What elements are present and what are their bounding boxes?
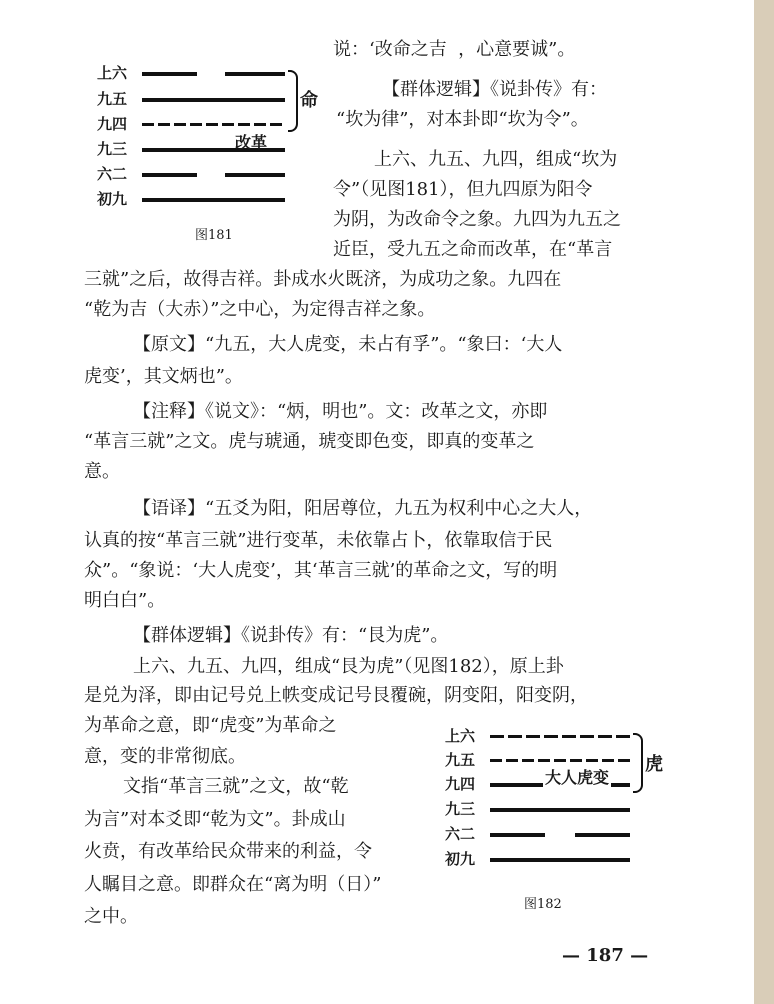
text-line: 三就”之后，故得吉祥。卦成水火既济，为成功之象。九四在	[84, 269, 562, 290]
line-label: 九四	[445, 775, 476, 793]
text-line: 上六、九五、九四，组成“艮为虎”（见图182），原上卦	[133, 656, 564, 677]
text-line: 为言”对本爻即“乾为文”。卦成山	[84, 809, 346, 830]
text-line: 为革命之意，即“虎变”为革命之	[84, 715, 337, 736]
text-line: 文指“革言三就”之文，故“乾	[123, 776, 349, 797]
page-margin-strip	[754, 0, 774, 1004]
yin-line-segment	[490, 833, 545, 837]
text-line: 是兑为泽，即由记号兑上帙变成记号艮覆碗，阴变阳，阳变阴，	[84, 685, 588, 706]
figure-bracket	[633, 733, 643, 793]
text-line: 人瞩目之意。即群众在“离为明（日）”	[84, 874, 382, 895]
line-label: 上六	[445, 727, 476, 745]
yin-line-segment	[142, 173, 197, 177]
changing-line	[490, 759, 630, 762]
yin-line-segment	[225, 72, 285, 76]
text-line: 【语译】“五爻为阳，阳居尊位，九五为权利中心之大人，	[133, 498, 593, 519]
text-line: 众”。“象说：‘大人虎变’，其‘革言三就’的革命之文，写的明	[84, 560, 558, 581]
text-line: “坎为律”，对本卦即“坎为令”。	[336, 109, 589, 130]
figure-caption: 图182	[524, 897, 562, 912]
bracket-label: 命	[300, 90, 318, 111]
text-line: 之中。	[84, 906, 138, 927]
line-label: 上六	[97, 64, 128, 82]
text-line: 上六、九五、九四，组成“坎为	[374, 149, 618, 170]
text-line: 意。	[84, 461, 120, 482]
text-line: 火贲，有改革给民众带来的利益，令	[84, 841, 372, 862]
text-line: 为阴，为改命令之象。九四为九五之	[333, 209, 621, 230]
text-line: 明白白”。	[84, 590, 166, 611]
page-number: — 187 —	[562, 945, 649, 966]
line-label: 九三	[445, 800, 476, 818]
line-label: 九五	[445, 751, 476, 769]
changing-line	[142, 123, 285, 126]
text-line: 【原文】“九五，大人虎变，未占有孚”。“象曰：‘大人	[133, 334, 563, 355]
text-line: 【群体逻辑】《说卦传》有：“艮为虎”。	[133, 625, 449, 646]
inner-label: 改革	[235, 133, 268, 152]
yang-line	[490, 808, 630, 812]
line-label: 六二	[445, 825, 476, 843]
text-line: 近臣，受九五之命而改革，在“革言	[333, 239, 613, 260]
yang-line	[142, 198, 285, 202]
text-line: 令”（见图181），但九四原为阳令	[333, 179, 593, 200]
text-line: 意，变的非常彻底。	[84, 746, 246, 767]
figure-caption: 图181	[195, 228, 233, 243]
yang-line	[490, 858, 630, 862]
changing-line	[490, 735, 630, 738]
line-label: 九四	[97, 115, 128, 133]
text-line: “乾为吉（大赤）”之中心，为定得吉祥之象。	[84, 299, 436, 320]
bracket-label: 虎	[645, 754, 663, 775]
text-line: 【注释】《说文》：“炳，明也”。文：改革之文，亦即	[133, 401, 548, 422]
figure-bracket	[288, 70, 298, 132]
line-label: 九五	[97, 90, 128, 108]
yin-line-segment	[142, 72, 197, 76]
yin-line-segment	[225, 173, 285, 177]
inner-label: 大人虎变	[543, 765, 611, 788]
text-line: 认真的按“革言三就”进行变革，未依靠占卜，依靠取信于民	[84, 530, 553, 551]
line-label: 九三	[97, 140, 128, 158]
line-label: 初九	[97, 190, 128, 208]
text-line: 虎变’，其文炳也”。	[84, 366, 243, 387]
text-line: “革言三就”之文。虎与琥通，琥变即色变，即真的变革之	[84, 431, 535, 452]
yin-line-segment	[575, 833, 630, 837]
text-line: 说：‘改命之吉 ，心意要诚”。	[333, 39, 576, 60]
yang-line	[142, 98, 285, 102]
line-label: 六二	[97, 165, 128, 183]
line-label: 初九	[445, 850, 476, 868]
text-line: 【群体逻辑】《说卦传》有：	[382, 79, 607, 100]
